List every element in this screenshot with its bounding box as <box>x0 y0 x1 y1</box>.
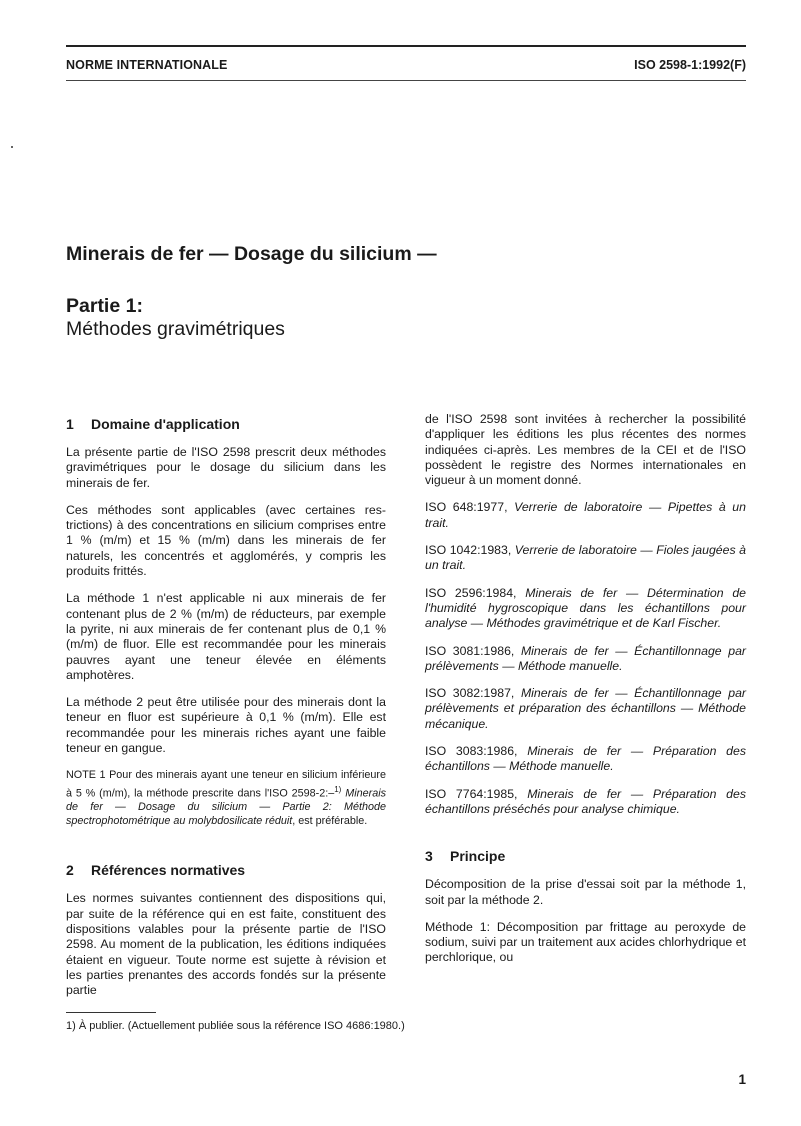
footnote-rule <box>66 1012 156 1013</box>
reference-item <box>425 686 746 732</box>
reference-code: ISO 2596:1984, <box>425 585 526 600</box>
footnote: 1) À publier. (Actuellement publiée sous la référence ISO 4686:1980.) <box>66 1020 405 1032</box>
reference-code: ISO 1042:1983, <box>425 543 515 558</box>
part-number: Partie 1: <box>66 295 143 317</box>
section-3-number: 3 <box>425 848 433 865</box>
note-1-reference-title: Minerais de fer — Dosage du silicium — Partie 2: Méthode spectrophotométrique au molybdosilicate réduit <box>66 787 387 827</box>
left-column <box>66 415 386 998</box>
section-3-heading <box>425 847 746 865</box>
section-2-title: Références normatives <box>91 862 246 879</box>
section-2-heading <box>66 861 386 879</box>
part-subtitle: Méthodes gravimétriques <box>66 318 285 340</box>
section-1-heading <box>66 415 386 433</box>
note-1-text-end: , est préférable. <box>292 814 368 827</box>
section-1-paragraph-2: Ces méthodes sont applicables (avec certaines restrictions) à des concentrations en silicium comprises entre 1 % (m/m) et 15 % (m/m) dans les minerais de fer naturels, les concentrés et agglomérés, y compris les produits frittés. <box>66 502 386 579</box>
reference-item <box>425 787 746 818</box>
section-1-paragraph-4: La méthode 2 peut être utilisée pour des minerais dont la teneur en fluor est supérieure à 0,1 % (m/m). Elle est recommandée pour les minerais riches ayant une faible teneur en gangue. <box>66 695 386 756</box>
section-1-title: Domaine d'application <box>91 416 240 432</box>
reference-title: Minerais de fer — Détermination de l'humidité hygroscopique dans les échantillons pour analyse — Méthodes gravimétrique et de Karl Fischer. <box>425 585 746 631</box>
header-standard-number: ISO 2598-1:1992(F) <box>634 58 746 72</box>
note-1-text: NOTE 1 Pour des minerais ayant une teneur en silicium inférieure à 5 % (m/m), la méthode prescrite dans l'ISO 2598-2:– <box>66 769 386 800</box>
reference-item <box>425 586 746 632</box>
scan-speck <box>11 146 13 148</box>
header-norm-label: NORME INTERNATIONALE <box>66 58 228 72</box>
header-top-rule <box>66 45 746 47</box>
reference-code: ISO 3082:1987, <box>425 686 521 701</box>
section-1-number: 1 <box>66 416 74 432</box>
reference-title: Minerais de fer — Échantillonnage par prélèvements — Méthode manuelle. <box>425 643 747 673</box>
section-3-paragraph-2: Méthode 1: Décomposition par frittage au peroxyde de sodium, suivi par un traitement aux acides chlorhydrique et perchlorique, ou <box>425 919 746 965</box>
reference-item <box>425 744 746 775</box>
reference-title: Minerais de fer — Préparation des échantillons préséchés pour analyse chimique. <box>425 786 747 816</box>
header-bottom-rule <box>66 80 746 81</box>
section-1-paragraph-1: La présente partie de l'ISO 2598 prescrit deux méthodes gravimétriques pour le dosage du silicium dans les minerais de fer. <box>66 445 386 490</box>
section-3-paragraph-1: Décomposition de la prise d'essai soit par la méthode 1, soit par la méthode 2. <box>425 877 746 907</box>
reference-code: ISO 3083:1986, <box>425 744 528 759</box>
reference-code: ISO 7764:1985, <box>425 786 528 801</box>
section-2-number: 2 <box>66 862 74 879</box>
page-number: 1 <box>738 1072 746 1087</box>
reference-title: Verrerie de laboratoire — Fioles jaugées à un trait. <box>425 543 746 573</box>
section-1-paragraph-3: La méthode 1 n'est applicable ni aux minerais de fer contenant plus de 2 % (m/m) de réducteurs, par exemple la pyrite, ni aux minerais de fer contenant plus de 0,1 % (m/m) de fluor. Elle est recommandée pour les minerais pauvres ayant une teneur élevée en éléments amphotères. <box>66 591 386 682</box>
note-1-footnote-marker: 1) <box>334 784 342 794</box>
document-title: Minerais de fer — Dosage du silicium — <box>66 243 437 265</box>
note-1 <box>66 769 386 828</box>
reference-title: Verrerie de laboratoire — Pipettes à un trait. <box>425 500 746 530</box>
reference-item <box>425 500 746 531</box>
reference-item <box>425 644 746 675</box>
right-column <box>425 412 746 966</box>
reference-item <box>425 543 746 574</box>
reference-code: ISO 648:1977, <box>425 500 515 515</box>
reference-title: Minerais de fer — Échantillonnage par prélèvements et préparation des échantillons — Méthode mécanique. <box>425 686 747 731</box>
section-3-title: Principe <box>450 848 506 865</box>
reference-code: ISO 3081:1986, <box>425 643 521 658</box>
section-2-paragraph-1-continued: de l'ISO 2598 sont invitées à rechercher la possibilité d'appliquer les éditions les plus récentes des normes indiquées ci-après. Les membres de la CEI et de l'ISO possèdent le registre des Normes internationales en vigueur à un moment donné. <box>425 412 746 488</box>
reference-title: Minerais de fer — Préparation des échantillons — Méthode manuelle. <box>425 744 747 774</box>
section-2-paragraph-1: Les normes suivantes contiennent des dispositions qui, par suite de la référence qui en est faite, constituent des dispositions valables pour la présente partie de l'ISO 2598. Au moment de la publication, les éditions indiquées étaient en vigueur. Toute norme est sujette à révision et les parties prenantes des accords fondés sur la présente partie <box>66 891 386 998</box>
